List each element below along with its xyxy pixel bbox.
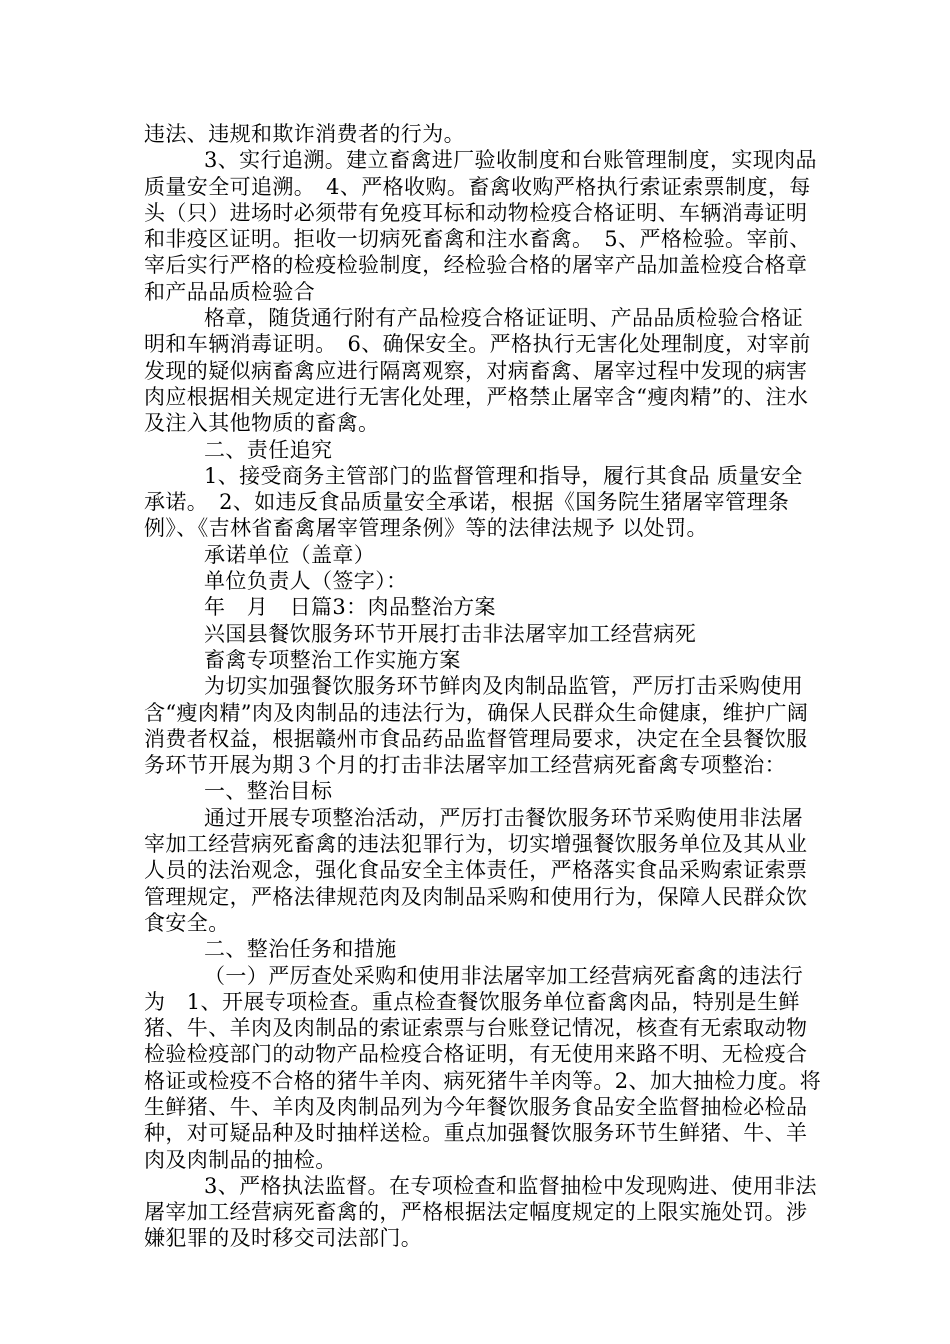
paragraph-enforcement: 3、严格执法监督。在专项检查和监督抽检中发现购进、使用非法屠宰加工经营病死畜禽的，严格根据法定幅度规定的上限实施处罚。涉嫌犯罪的及时移交司法部门。 (144, 1173, 817, 1251)
paragraph-introduction: 为切实加强餐饮服务环节鲜肉及肉制品监管，严厉打击采购使用含“瘦肉精”肉及肉制品的违法行为，确保人民群众生命健康，维护广阔消费者权益，根据赣州市食品药品监督管理局要求，决定在全县餐饮服务环节开展为期３个月的打击非法屠宰加工经营病死畜禽专项整治： (144, 674, 809, 778)
paragraph-tasks: （一）严厉查处采购和使用非法屠宰加工经营病死畜禽的违法行为 1、开展专项检查。重点检查餐饮服务单位畜禽肉品，特别是生鲜猪、牛、羊肉及肉制品的索证索票与台账登记情况，核查有无索取动物检验检疫部门的动物产品检疫合格证明，有无使用来路不明、无检疫合格证或检疫不合格的猪牛羊肉、病死猪牛羊肉等。2、加大抽检力度。将生鲜猪、牛、羊肉及肉制品列为今年餐饮服务食品安全监督抽检必检品种，对可疑品种及时抽样送检。重点加强餐饮服务环节生鲜猪、牛、羊肉及肉制品的抽检。 (144, 963, 822, 1172)
signature-unit: 承诺单位（盖章） (204, 542, 376, 567)
heading-goals: 一、整治目标 (204, 779, 333, 804)
document-body (144, 121, 824, 1252)
paragraph-goals: 通过开展专项整治活动，严厉打击餐饮服务环节采购使用非法屠宰加工经营病死畜禽的违法犯罪行为，切实增强餐饮服务单位及其从业人员的法治观念，强化食品安全主体责任，严格落实食品采购索证索票管理规定，严格法律规范肉及肉制品采购和使用行为，保障人民群众饮食安全。 (144, 805, 808, 935)
plan-title-line-2: 畜禽专项整治工作实施方案 (204, 647, 461, 672)
heading-accountability: 二、责任追究 (204, 437, 333, 462)
paragraph-trace-acquire-inspect: 3、实行追溯。建立畜禽进厂验收制度和台账管理制度，实现肉品质量安全可追溯。 4、严格收购。畜禽收购严格执行索证索票制度，每头（只）进场时必须带有免疫耳标和动物检疫合格证明、车辆消毒证明和非疫区证明。拒收一切病死畜禽和注水畜禽。 5、严格检验。宰前、宰后实行严格的检疫检验制度，经检验合格的屠宰产品加盖检疫合格章和产品品质检验合 (144, 148, 817, 304)
heading-tasks-measures: 二、整治任务和措施 (204, 937, 397, 962)
paragraph-certificate-safety: 格章，随货通行附有产品检疫合格证证明、产品品质检验合格证明和车辆消毒证明。 6、确保安全。严格执行无害化处理制度，对宰前发现的疑似病畜禽应进行隔离观察，对病畜禽、屠宰过程中发现的病害肉应根据相关规定进行无害化处理，严格禁止屠宰含“瘦肉精”的、注水及注入其他物质的畜禽。 (144, 306, 811, 436)
date-and-section-title: 年 月 日篇3：肉品整治方案 (204, 595, 496, 620)
plan-title-line-1: 兴国县餐饮服务环节开展打击非法屠宰加工经营病死 (204, 621, 697, 646)
paragraph-accountability: 1、接受商务主管部门的监督管理和指导，履行其食品 质量安全承诺。 2、如违反食品质量安全承诺，根据《国务院生猪屠宰管理条例》、《吉林省畜禽屠宰管理条例》等的法律法规予 以处罚。 (144, 463, 803, 541)
signature-responsible: 单位负责人（签字）： (204, 569, 408, 594)
paragraph-continuation: 违法、违规和欺诈消费者的行为。 (144, 122, 465, 146)
